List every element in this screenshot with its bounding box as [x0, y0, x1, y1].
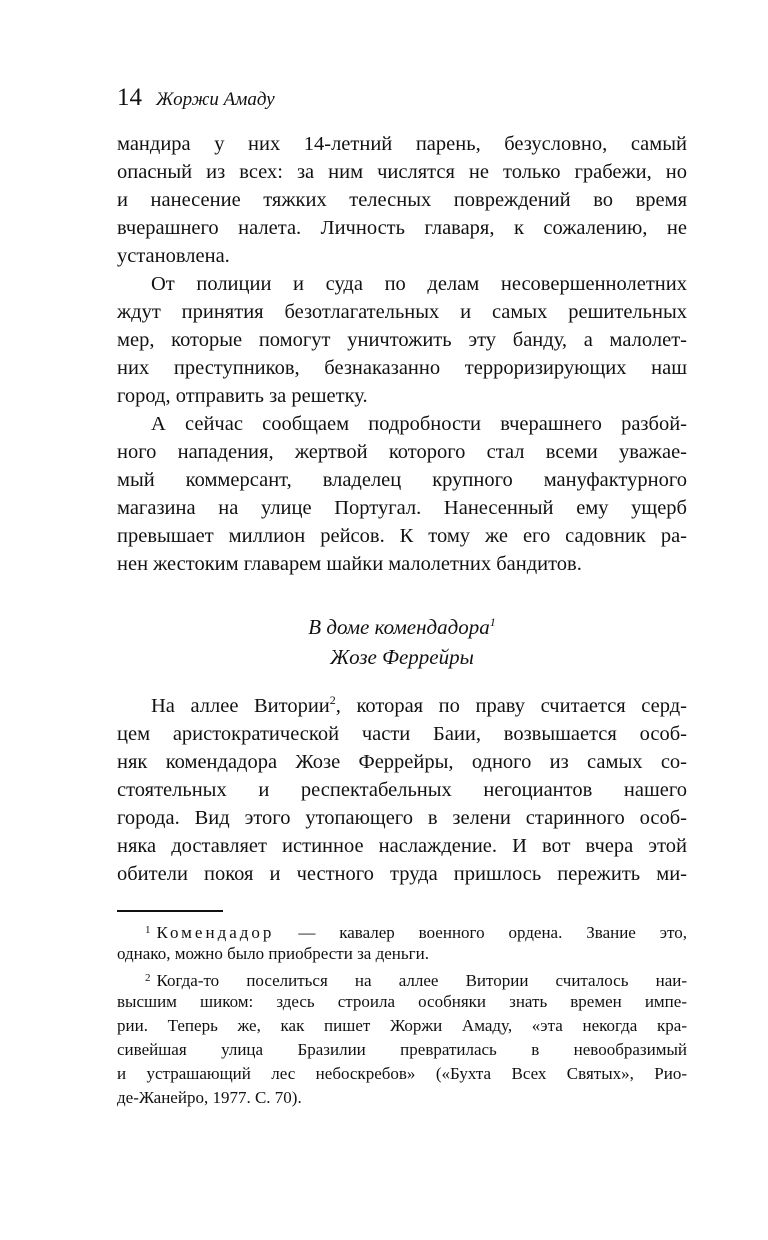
text-line	[117, 692, 687, 720]
heading-text: В доме комендадора	[308, 615, 490, 639]
text-fragment: , которая по праву считается серд-	[335, 695, 687, 717]
text-line: магазина на улице Португал. Нанесенный ему ущерб	[117, 497, 687, 519]
footnote-line: де-Жанейро, 1977. С. 70).	[117, 1088, 302, 1107]
footnote-ref-2: 2	[329, 693, 336, 708]
text-line: мый коммерсант, владелец крупного мануфактурного	[117, 469, 687, 491]
text-line: стоятельных и респектабельных негоциантов нашего	[117, 779, 687, 801]
running-head	[117, 84, 275, 114]
text-line: мер, которые помогут уничтожить эту банду, а малолет-	[117, 329, 687, 351]
text-line: превышает миллион рейсов. К тому же его садовник ра-	[117, 525, 687, 547]
text-line: ждут принятия безотлагательных и самых решительных	[117, 301, 687, 323]
footnote-line: рии. Теперь же, как пишет Жоржи Амаду, «эта некогда кра-	[117, 1016, 687, 1035]
text-line: вчерашнего налета. Личность главаря, к сожалению, не	[117, 217, 687, 239]
footnote-separator	[117, 910, 223, 912]
footnote-term: Комендадор	[156, 923, 275, 942]
text-line: няк комендадора Жозе Феррейры, одного из самых со-	[117, 751, 687, 773]
footnote-line: сивейшая улица Бразилии превратилась в невообразимый	[117, 1040, 687, 1059]
text-line: От полиции и суда по делам несовершеннолетних	[151, 273, 687, 295]
footnote-line: однако, можно было приобрести за деньги.	[117, 944, 429, 963]
footnote-mark: 2	[145, 972, 151, 984]
text-fragment: На аллее Витории	[151, 695, 330, 717]
book-page	[117, 0, 687, 1240]
text-line: них преступников, безнаказанно терроризирующих наш	[117, 357, 687, 379]
text-line: мандира у них 14-летний парень, безусловно, самый	[117, 133, 687, 155]
footnote-2	[117, 966, 687, 990]
text-line: цем аристократической части Баии, возвышается особ-	[117, 723, 687, 745]
text-line: обители покоя и честного труда пришлось пережить ми-	[117, 863, 687, 885]
text-line: ного нападения, жертвой которого стал всеми уважае-	[117, 441, 687, 463]
section-heading-line-2: Жозе Феррейры	[330, 645, 474, 669]
footnote-text: — кавалер военного ордена. Звание это,	[274, 923, 687, 942]
page-number: 14	[117, 84, 142, 111]
text-line: города. Вид этого утопающего в зелени старинного особ-	[117, 807, 687, 829]
text-line: няка доставляет истинное наслаждение. И вот вчера этой	[117, 835, 687, 857]
footnote-line: и устрашающий лес небоскребов» («Бухта Всех Святых», Рио-	[117, 1064, 687, 1083]
footnote-line: высшим шиком: здесь строила особняки знать времен импе-	[117, 992, 687, 1011]
footnote-ref-1: 1	[489, 615, 496, 629]
text-line: А сейчас сообщаем подробности вчерашнего разбой-	[151, 413, 687, 435]
text-line: и нанесение тяжких телесных повреждений во время	[117, 189, 687, 211]
footnote-1	[117, 918, 687, 942]
text-line: установлена.	[117, 245, 230, 267]
running-head-author: Жоржи Амаду	[156, 89, 275, 110]
footnote-mark: 1	[145, 924, 151, 936]
text-line: опасный из всех: за ним числятся не только грабежи, но	[117, 161, 687, 183]
text-line: город, отправить за решетку.	[117, 385, 368, 407]
section-heading-line-1	[117, 612, 687, 642]
text-line: нен жестоким главарем шайки малолетних бандитов.	[117, 553, 582, 575]
footnote-text: Когда-то поселиться на аллее Витории считалось наи-	[156, 971, 687, 990]
